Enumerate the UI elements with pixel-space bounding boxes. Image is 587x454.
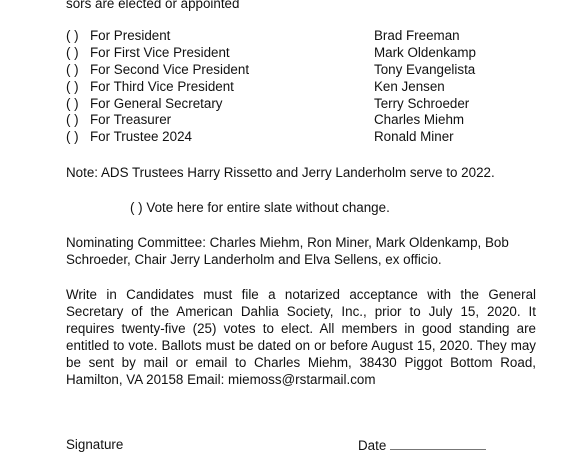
nominee-name: Mark Oldenkamp — [374, 44, 476, 60]
office-label: For Treasurer — [90, 112, 172, 128]
nominee-name: Ken Jensen — [374, 78, 445, 94]
office-label: For General Secretary — [90, 95, 223, 111]
vote-checkbox[interactable]: ( ) — [66, 95, 79, 111]
vote-checkbox[interactable]: ( ) — [66, 112, 79, 128]
nominee-name: Charles Miehm — [374, 112, 465, 128]
entire-slate-label: Vote here for entire slate without change. — [146, 200, 390, 215]
nominating-committee: Nominating Committee: Charles Miehm, Ron Miner, Mark Oldenkamp, Bob Schroeder, Chair Jerry Landerholm and Elva Sellens, ex officio. — [66, 235, 509, 267]
date-input-line[interactable] — [390, 437, 486, 450]
slate-list — [66, 28, 546, 146]
vote-checkbox[interactable]: ( ) — [66, 28, 79, 43]
entire-slate-option — [130, 200, 390, 216]
slate-row-trustee-2024 — [66, 129, 546, 146]
office-label: For President — [90, 28, 171, 43]
office-label: For Third Vice President — [90, 78, 234, 94]
office-label: For First Vice President — [90, 44, 230, 60]
nominee-name: Ronald Miner — [374, 129, 454, 145]
vote-checkbox[interactable]: ( ) — [66, 78, 79, 94]
header-fragment: sors are elected or appointed — [66, 0, 240, 11]
slate-row-general-secretary — [66, 96, 546, 113]
vote-checkbox[interactable]: ( ) — [66, 44, 79, 60]
date-label: Date — [358, 438, 387, 453]
entire-slate-checkbox[interactable]: ( ) — [130, 200, 143, 215]
nominee-name: Tony Evangelista — [374, 61, 476, 77]
slate-row-third-vice-president — [66, 79, 546, 96]
slate-row-president — [66, 28, 546, 45]
vote-checkbox[interactable]: ( ) — [66, 61, 79, 77]
slate-row-treasurer — [66, 112, 546, 129]
office-label: For Trustee 2024 — [90, 129, 192, 145]
write-in-instructions: Write in Candidates must file a notarized acceptance with the General Secretary of the American Dahlia Society, Inc., prior to July 15, 2020. It requires twenty-five (25) votes to elect. All members in good standing are entitled to vote. Ballots must be dated on or before August 15, 2020. They may be sent by mail or email to Charles Miehm, 38430 Piggot Bottom Road, Hamilton, VA 20158 Email: miemoss@rstarmail.com — [66, 287, 536, 387]
office-label: For Second Vice President — [90, 61, 250, 77]
vote-checkbox[interactable]: ( ) — [66, 129, 79, 145]
slate-row-second-vice-president — [66, 62, 546, 79]
trustees-note: Note: ADS Trustees Harry Rissetto and Jerry Landerholm serve to 2022. — [66, 165, 495, 180]
nominee-name: Terry Schroeder — [374, 95, 470, 111]
nominee-name: Brad Freeman — [374, 28, 460, 43]
date-field — [358, 437, 486, 454]
slate-row-first-vice-president — [66, 45, 546, 62]
signature-label: Signature — [66, 437, 124, 452]
signature-field — [66, 437, 123, 453]
